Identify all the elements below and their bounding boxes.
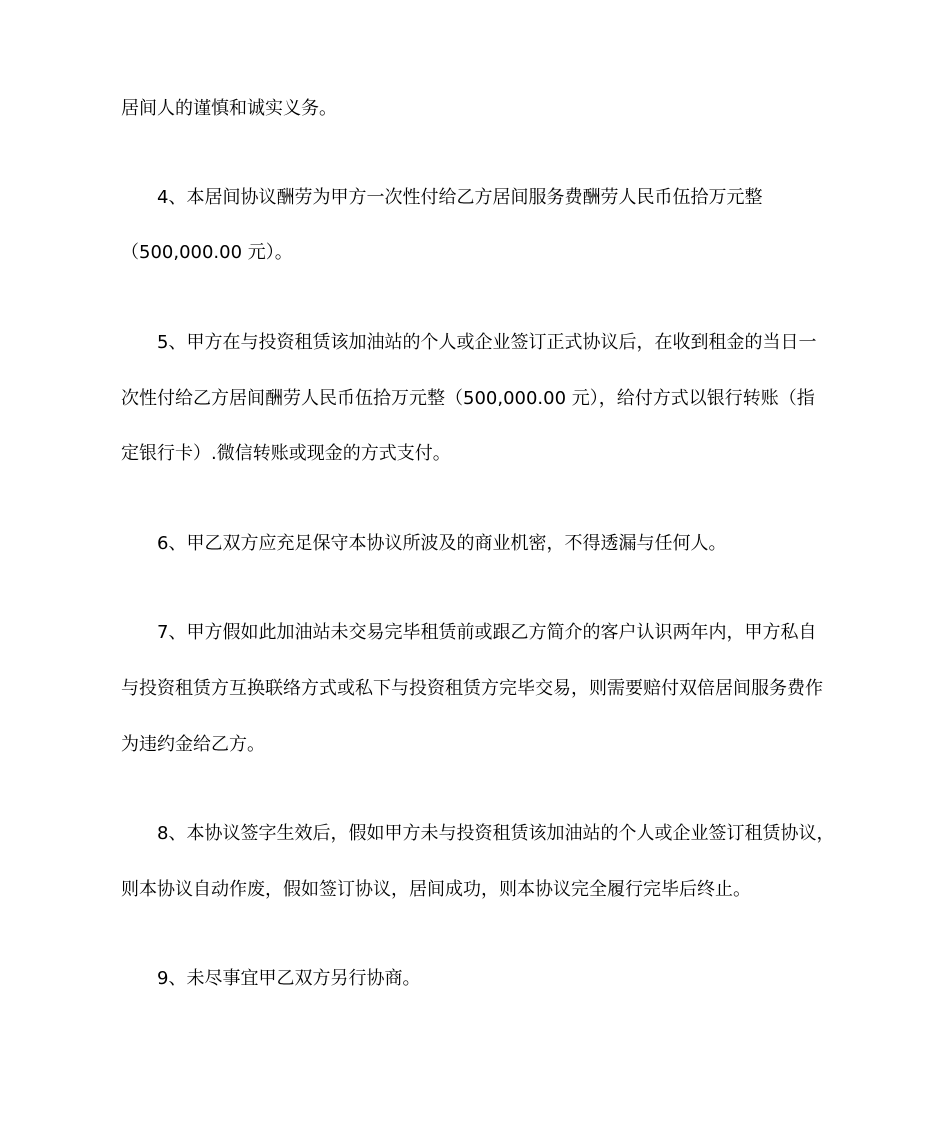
clause-7-line-1: 7、甲方假如此加油站未交易完毕租赁前或跟乙方简介的客户认识两年内，甲方私自 [157,622,817,643]
text-line-1: 居间人的谨慎和诚实义务。 [121,98,337,119]
clause-6-line-1: 6、甲乙双方应充足保守本协议所波及的商业机密，不得透漏与任何人。 [157,533,727,554]
clause-5-line-3: 定银行卡）.微信转账或现金的方式支付。 [121,443,451,464]
clause-8-line-1: 8、本协议签字生效后，假如甲方未与投资租赁该加油站的个人或企业签订租赁协议， [157,823,835,844]
clause-4-line-2: （500,000.00 元）。 [121,242,293,263]
clause-5-line-1: 5、甲方在与投资租赁该加油站的个人或企业签订正式协议后，在收到租金的当日一 [157,332,817,353]
clause-7-line-2: 与投资租赁方互换联络方式或私下与投资租赁方完毕交易，则需要赔付双倍居间服务费作 [121,678,823,699]
clause-8-line-2: 则本协议自动作废，假如签订协议，居间成功，则本协议完全履行完毕后终止。 [121,879,751,900]
clause-4-line-1: 4、本居间协议酬劳为甲方一次性付给乙方居间服务费酬劳人民币伍拾万元整 [157,187,763,208]
clause-7-line-3: 为违约金给乙方。 [121,734,265,755]
clause-5-line-2: 次性付给乙方居间酬劳人民币伍拾万元整（500,000.00 元），给付方式以银行转账（指 [121,388,815,409]
clause-9-line-1: 9、未尽事宜甲乙双方另行协商。 [157,968,421,989]
